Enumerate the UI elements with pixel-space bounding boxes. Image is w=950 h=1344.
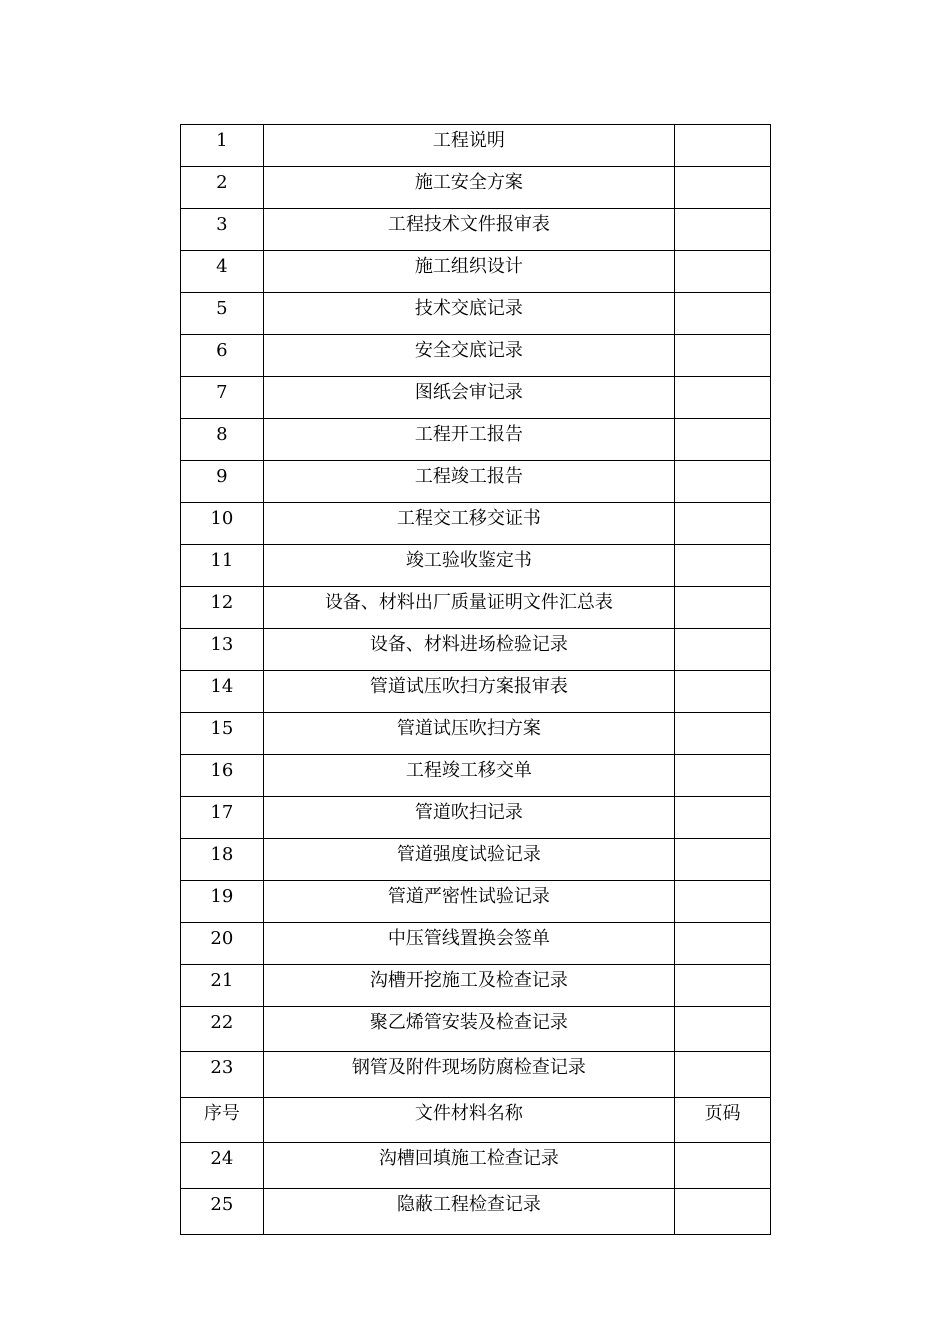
document-name: 设备、材料出厂质量证明文件汇总表 (263, 587, 674, 629)
table-header-row (181, 1098, 771, 1143)
header-page-number: 页码 (675, 1098, 771, 1143)
document-name: 管道强度试验记录 (263, 839, 674, 881)
page-number (675, 377, 771, 419)
page-number (675, 839, 771, 881)
document-name: 技术交底记录 (263, 293, 674, 335)
row-number: 2 (181, 167, 264, 209)
row-number: 4 (181, 251, 264, 293)
page-number (675, 167, 771, 209)
document-name: 安全交底记录 (263, 335, 674, 377)
page-number (675, 1189, 771, 1235)
page-number (675, 1007, 771, 1052)
table-row (181, 503, 771, 545)
document-name: 钢管及附件现场防腐检查记录 (263, 1052, 674, 1098)
page-number (675, 545, 771, 587)
table-row (181, 461, 771, 503)
row-number: 22 (181, 1007, 264, 1052)
document-name: 工程竣工报告 (263, 461, 674, 503)
page-number (675, 419, 771, 461)
page-number (675, 797, 771, 839)
header-number: 序号 (181, 1098, 264, 1143)
row-number: 15 (181, 713, 264, 755)
document-name: 中压管线置换会签单 (263, 923, 674, 965)
document-name: 竣工验收鉴定书 (263, 545, 674, 587)
table-row (181, 1007, 771, 1052)
document-name: 设备、材料进场检验记录 (263, 629, 674, 671)
row-number: 3 (181, 209, 264, 251)
row-number: 8 (181, 419, 264, 461)
table-row (181, 755, 771, 797)
document-name: 图纸会审记录 (263, 377, 674, 419)
page-number (675, 503, 771, 545)
header-document-name: 文件材料名称 (263, 1098, 674, 1143)
table-row (181, 209, 771, 251)
table-row (181, 839, 771, 881)
row-number: 7 (181, 377, 264, 419)
page-number (675, 209, 771, 251)
row-number: 14 (181, 671, 264, 713)
row-number: 10 (181, 503, 264, 545)
row-number: 25 (181, 1189, 264, 1235)
document-name: 管道试压吹扫方案报审表 (263, 671, 674, 713)
document-name: 工程说明 (263, 125, 674, 167)
page-number (675, 587, 771, 629)
table-row (181, 335, 771, 377)
table-row (181, 797, 771, 839)
table-row (181, 1143, 771, 1189)
table-row (181, 923, 771, 965)
table-row (181, 713, 771, 755)
table-row (181, 377, 771, 419)
page-number (675, 1143, 771, 1189)
table-row (181, 1189, 771, 1235)
row-number: 17 (181, 797, 264, 839)
page-number (675, 671, 771, 713)
document-name: 工程开工报告 (263, 419, 674, 461)
document-name: 施工安全方案 (263, 167, 674, 209)
document-name: 沟槽回填施工检查记录 (263, 1143, 674, 1189)
table-row (181, 251, 771, 293)
page-number (675, 1052, 771, 1098)
page-number (675, 251, 771, 293)
document-name: 施工组织设计 (263, 251, 674, 293)
row-number: 13 (181, 629, 264, 671)
document-name: 聚乙烯管安装及检查记录 (263, 1007, 674, 1052)
row-number: 16 (181, 755, 264, 797)
table-row (181, 1052, 771, 1098)
row-number: 23 (181, 1052, 264, 1098)
document-name: 管道试压吹扫方案 (263, 713, 674, 755)
document-index-table (180, 124, 771, 1235)
document-name: 隐蔽工程检查记录 (263, 1189, 674, 1235)
page-number (675, 125, 771, 167)
row-number: 11 (181, 545, 264, 587)
table-row (181, 881, 771, 923)
page-number (675, 755, 771, 797)
row-number: 21 (181, 965, 264, 1007)
document-name: 工程交工移交证书 (263, 503, 674, 545)
page-number (675, 629, 771, 671)
row-number: 9 (181, 461, 264, 503)
row-number: 1 (181, 125, 264, 167)
document-name: 管道吹扫记录 (263, 797, 674, 839)
table-row (181, 293, 771, 335)
page-number (675, 461, 771, 503)
row-number: 19 (181, 881, 264, 923)
document-name: 工程技术文件报审表 (263, 209, 674, 251)
page-number (675, 881, 771, 923)
table-row (181, 587, 771, 629)
table-row (181, 167, 771, 209)
table-row (181, 419, 771, 461)
page-number (675, 335, 771, 377)
table-row (181, 629, 771, 671)
document-name: 管道严密性试验记录 (263, 881, 674, 923)
page-number (675, 923, 771, 965)
page-number (675, 293, 771, 335)
page-number (675, 713, 771, 755)
document-name: 工程竣工移交单 (263, 755, 674, 797)
row-number: 18 (181, 839, 264, 881)
table-row (181, 545, 771, 587)
row-number: 5 (181, 293, 264, 335)
table-row (181, 965, 771, 1007)
row-number: 12 (181, 587, 264, 629)
document-name: 沟槽开挖施工及检查记录 (263, 965, 674, 1007)
table-row (181, 125, 771, 167)
table-row (181, 671, 771, 713)
row-number: 6 (181, 335, 264, 377)
row-number: 20 (181, 923, 264, 965)
row-number: 24 (181, 1143, 264, 1189)
page-number (675, 965, 771, 1007)
